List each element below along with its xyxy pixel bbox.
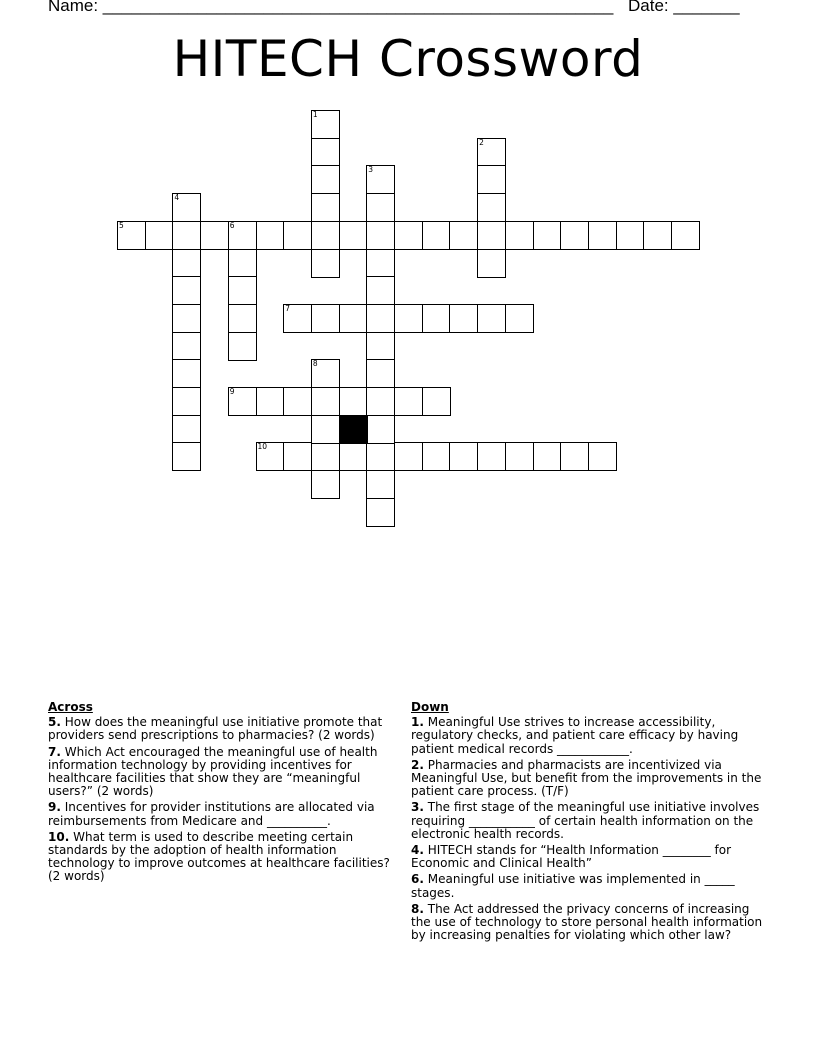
clue-down-8 — [411, 903, 771, 943]
crossword-cell[interactable] — [283, 442, 312, 471]
crossword-cell[interactable] — [505, 442, 534, 471]
clue-number-label: 2 — [479, 137, 484, 147]
clue-number: 4. — [411, 843, 424, 858]
crossword-cell[interactable] — [228, 276, 257, 305]
crossword-cell[interactable] — [339, 387, 368, 416]
crossword-cell[interactable] — [172, 442, 201, 471]
clue-number: 5. — [48, 715, 61, 730]
clue-number: 7. — [48, 744, 61, 759]
crossword-cell[interactable] — [366, 332, 395, 361]
clue-number-label: 4 — [174, 193, 180, 203]
clue-text: Meaningful Use strives to increase accessibility, regulatory checks, and patient care efficacy by having patient medical records ____________. — [411, 715, 739, 756]
crossword-cell[interactable] — [477, 304, 506, 333]
crossword-cell[interactable] — [560, 442, 589, 471]
clue-down-4 — [411, 844, 771, 870]
clue-text: Pharmacies and pharmacists are incentivized via Meaningful Use, but benefit from the improvements in the patient care process. (T/F) — [411, 757, 762, 799]
crossword-cell[interactable] — [671, 221, 700, 250]
clue-number-label: 3 — [368, 165, 374, 175]
crossword-cell[interactable] — [366, 470, 395, 499]
crossword-cell[interactable] — [172, 249, 201, 278]
crossword-cell[interactable] — [311, 138, 340, 167]
crossword-cell[interactable] — [172, 193, 201, 222]
crossword-cell[interactable] — [643, 221, 672, 250]
clue-down-2 — [411, 759, 771, 799]
crossword-cell[interactable] — [477, 193, 506, 222]
down-heading: Down — [411, 700, 449, 714]
crossword-cell[interactable] — [477, 249, 506, 278]
across-clues — [48, 701, 398, 887]
crossword-cell[interactable] — [256, 442, 285, 471]
crossword-cell[interactable] — [533, 442, 562, 471]
crossword-cell[interactable] — [366, 498, 395, 527]
crossword-cell[interactable] — [339, 221, 368, 250]
crossword-cell[interactable] — [228, 221, 257, 250]
crossword-cell[interactable] — [172, 304, 201, 333]
name-field[interactable]: Name: ______________________________________________________ — [48, 0, 614, 15]
clue-across-5 — [48, 716, 398, 742]
clue-number-label: 9 — [229, 387, 235, 396]
page-title: HITECH Crossword — [172, 30, 644, 88]
crossword-cell[interactable] — [200, 221, 229, 250]
clue-number-label: 7 — [285, 303, 290, 313]
crossword-cell[interactable] — [449, 221, 478, 250]
clue-down-3 — [411, 801, 771, 841]
clue-text: Meaningful use initiative was implemented in _____ stages. — [411, 872, 735, 900]
crossword-cell[interactable] — [449, 304, 478, 333]
crossword-cell[interactable] — [172, 221, 201, 250]
clue-text: The first stage of the meaningful use initiative involves requiring ___________ of certain health information on the electronic health records. — [411, 800, 760, 841]
crossword-cell[interactable] — [560, 221, 589, 250]
clue-text: The Act addressed the privacy concerns of increasing the use of technology to store personal health information by increasing penalties for violating which other law? — [411, 901, 763, 943]
crossword-cell[interactable] — [394, 387, 423, 416]
crossword-cell[interactable] — [422, 442, 451, 471]
clue-number: 9. — [48, 800, 61, 815]
clue-number-label: 8 — [312, 359, 318, 369]
crossword-cell[interactable] — [311, 304, 340, 333]
crossword-cell[interactable] — [256, 387, 285, 416]
crossword-cell[interactable] — [311, 442, 340, 471]
crossword-cell[interactable] — [311, 415, 340, 444]
crossword-cell[interactable] — [228, 387, 257, 416]
black-square — [339, 415, 368, 444]
crossword-cell[interactable] — [394, 304, 423, 333]
crossword-cell[interactable] — [145, 221, 174, 250]
clue-across-10 — [48, 831, 398, 884]
clue-across-9 — [48, 801, 398, 827]
crossword-cell[interactable] — [394, 221, 423, 250]
crossword-cell[interactable] — [422, 221, 451, 250]
crossword-cell[interactable] — [172, 359, 201, 388]
crossword-cell[interactable] — [477, 442, 506, 471]
crossword-cell[interactable] — [311, 165, 340, 194]
clue-text: HITECH stands for “Health Information ________ for Economic and Clinical Health” — [411, 843, 732, 871]
crossword-cell[interactable] — [533, 221, 562, 250]
crossword-cell[interactable] — [477, 221, 506, 250]
crossword-cell[interactable] — [366, 359, 395, 388]
crossword-cell[interactable] — [228, 304, 257, 333]
clue-text: Incentives for provider institutions are allocated via reimbursements from Medicare and __________. — [48, 800, 375, 828]
clue-down-6 — [411, 873, 771, 899]
clue-number: 1. — [411, 715, 424, 730]
crossword-cell[interactable] — [311, 193, 340, 222]
clue-down-1 — [411, 716, 771, 756]
crossword-cell[interactable] — [283, 304, 312, 333]
crossword-cell[interactable] — [449, 442, 478, 471]
crossword-cell[interactable] — [228, 249, 257, 278]
crossword-cell[interactable] — [477, 138, 506, 167]
crossword-cell[interactable] — [283, 221, 312, 250]
crossword-cell[interactable] — [256, 221, 285, 250]
clue-number-label: 1 — [312, 110, 318, 119]
clue-number-label: 10 — [257, 442, 268, 452]
crossword-cell[interactable] — [228, 332, 257, 361]
clue-number: 10. — [48, 829, 70, 844]
crossword-cell[interactable] — [366, 249, 395, 278]
crossword-cell[interactable] — [283, 387, 312, 416]
crossword-cell[interactable] — [505, 304, 534, 333]
clue-text: How does the meaningful use initiative promote that providers send prescriptions to pharmacies? (2 words) — [48, 715, 383, 743]
clue-number-label: 5 — [119, 220, 124, 230]
crossword-cell[interactable] — [588, 221, 617, 250]
crossword-cell[interactable] — [311, 110, 340, 139]
crossword-cell[interactable] — [311, 387, 340, 416]
crossword-cell[interactable] — [422, 387, 451, 416]
clue-number-label: 6 — [229, 220, 235, 230]
crossword-cell[interactable] — [339, 442, 368, 471]
crossword-cell[interactable] — [366, 193, 395, 222]
crossword-cell[interactable] — [505, 221, 534, 250]
crossword-cell[interactable] — [311, 221, 340, 250]
crossword-cell[interactable] — [339, 304, 368, 333]
crossword-cell[interactable] — [366, 276, 395, 305]
crossword-cell[interactable] — [394, 442, 423, 471]
crossword-cell[interactable] — [366, 442, 395, 471]
crossword-cell[interactable] — [366, 387, 395, 416]
clue-number: 3. — [411, 800, 424, 815]
crossword-cell[interactable] — [366, 165, 395, 194]
clue-number: 8. — [411, 901, 424, 916]
across-heading: Across — [48, 700, 93, 714]
clue-across-7 — [48, 746, 398, 799]
date-field[interactable]: Date: _______ — [628, 0, 740, 15]
crossword-cell[interactable] — [616, 221, 645, 250]
crossword-cell[interactable] — [311, 470, 340, 499]
crossword-cell[interactable] — [172, 276, 201, 305]
crossword-cell[interactable] — [366, 221, 395, 250]
clue-number: 2. — [411, 757, 424, 772]
clue-number: 6. — [411, 872, 424, 887]
crossword-cell[interactable] — [477, 165, 506, 194]
crossword-cell[interactable] — [172, 332, 201, 361]
crossword-cell[interactable] — [588, 442, 617, 471]
crossword-cell[interactable] — [172, 415, 201, 444]
crossword-cell[interactable] — [422, 304, 451, 333]
clue-text: Which Act encouraged the meaningful use of health information technology by providing incentives for healthcare facilities that show they are “meaningful users?” (2 words) — [48, 744, 378, 799]
crossword-cell[interactable] — [311, 359, 340, 388]
clue-text: What term is used to describe meeting certain standards by the adoption of health information technology to improve outcomes at healthcare facilities? (2 words) — [48, 829, 390, 884]
crossword-cell[interactable] — [311, 249, 340, 278]
crossword-cell[interactable] — [366, 304, 395, 333]
crossword-cell[interactable] — [172, 387, 201, 416]
down-clues — [411, 701, 771, 945]
crossword-cell[interactable] — [117, 221, 146, 250]
crossword-cell[interactable] — [366, 415, 395, 444]
